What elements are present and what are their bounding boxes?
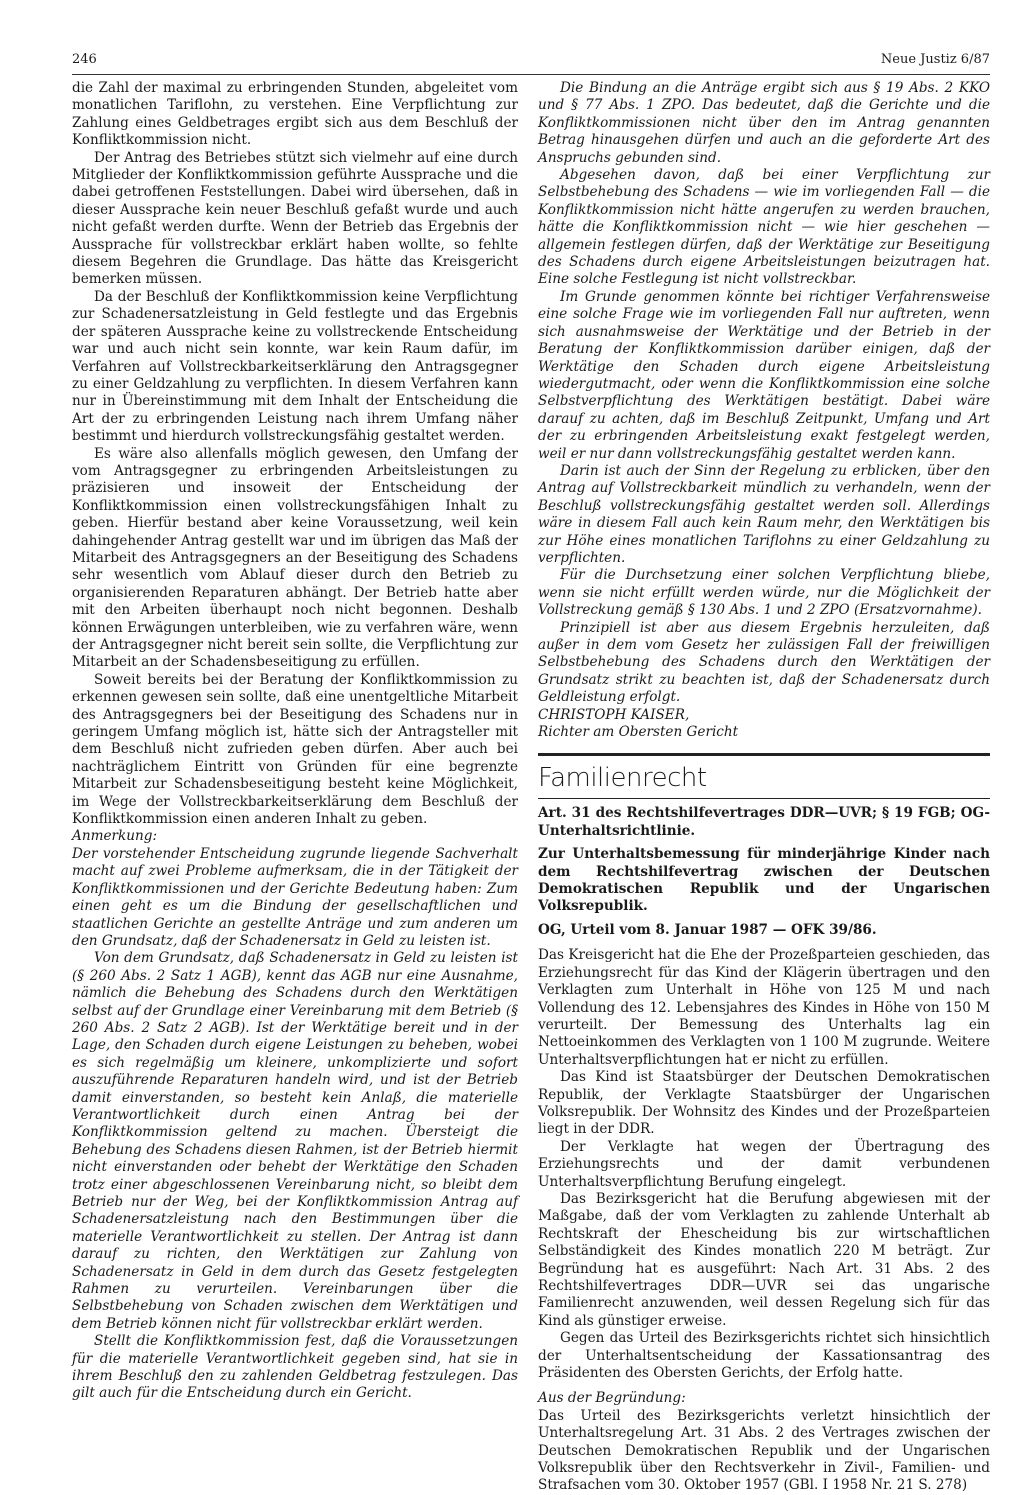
paragraph: Da der Beschluß der Konfliktkommission keine Verpflichtung zur Schadenersatzleistung in Geld festlegte und das Ergebnis der späteren Aussprache keine zu vollstreckende Entscheidung war und auch nicht sein konnte, war kein Raum dafür, im Verfahren auf Vollstreckbarkeitserklärung den Antragsgegner zu einer Geldzahlung zu verpflichten. In diesem Verfahren kann nur in Übereinstimmung mit dem Inhalt der Entscheidung die Art der zu erbringenden Leistung nach ihrem Umfang näher bestimmt und hierdurch vollstreckungsfähig gestaltet werden. xyxy=(72,288,518,445)
paragraph: Der Antrag des Betriebes stützt sich vielmehr auf eine durch Mitglieder der Konfliktkommission geführte Aussprache und die dabei getroffenen Feststellungen. Dabei wird übersehen, daß in dieser Aussprache kein neuer Beschluß gefaßt wurde und auch nicht gefaßt werden durfte. Wenn der Betrieb das Ergebnis der Aussprache für vollstreckbar erklärt haben wollte, so fehlte diesem Begehren die Grundlage. Das hätte das Kreisgericht bemerken müssen. xyxy=(72,149,518,288)
note-paragraph: Die Bindung an die Anträge ergibt sich aus § 19 Abs. 2 KKO und § 77 Abs. 1 ZPO. Das bedeutet, daß die Gerichte und die Konfliktkommissionen nicht über den im Antrag genannten Betrag hinausgehen dürfen und auch an die geforderte Art des Anspruchs gebunden sind. xyxy=(538,80,990,166)
reason-label: Aus der Begründung: xyxy=(538,1390,686,1407)
right-column xyxy=(538,80,990,1494)
left-column xyxy=(72,80,518,1409)
note-paragraph: Von dem Grundsatz, daß Schadenersatz in Geld zu leisten ist (§ 260 Abs. 2 Satz 1 AGB), kennt das AGB nur eine Ausnahme, nämlich die Behebung des Schadens durch den Werktätigen selbst auf der Grundlage einer Vereinbarung mit dem Betrieb (§ 260 Abs. 2 Satz 2 AGB). Ist der Werktätige bereit und in der Lage, den Schaden durch eigene Leistungen zu beheben, wobei es sich regelmäßig um kleinere, unkomplizierte und sofort auszuführende Reparaturen handeln wird, und ist der Betrieb damit einverstanden, so besteht kein Anlaß, die materielle Verantwortlichkeit durch einen Antrag bei der Konfliktkommission geltend zu machen. Übersteigt die Behebung des Schadens diesen Rahmen, ist der Betrieb hiermit nicht einverstanden oder behebt der Werktätige den Schaden trotz einer abgeschlossenen Vereinbarung nicht, so bleibt dem Betrieb nur der Weg, bei der Konfliktkommission Antrag auf Schadenersatzleistung nach den Bestimmungen über die materielle Verantwortlichkeit zu stellen. Der Antrag ist dann darauf zu richten, den Werktätigen zur Zahlung von Schadenersatz in Geld in dem durch das Gesetz festgelegten Rahmen zu verurteilen. Vereinbarungen über die Selbstbehebung von Schaden zwischen dem Werktätigen und dem Betrieb können nicht für vollstreckbar erklärt werden. xyxy=(72,950,518,1332)
note-paragraph: Abgesehen davon, daß bei einer Verpflichtung zur Selbstbehebung des Schadens — wie im vorliegenden Fall — die Konfliktkommission nicht hätte angerufen zu werden brauchen, hätte die Konfliktkommission nicht — wie hier geschehen — allgemein festlegen dürfen, daß der Werktätige zur Beseitigung des Schadens durch eigene Arbeitsleistungen beizutragen hat. Eine solche Festlegung ist nicht vollstreckbar. xyxy=(538,167,990,288)
page-header xyxy=(72,50,990,75)
page-number: 246 xyxy=(72,52,97,67)
author-name: CHRISTOPH KAISER, xyxy=(538,706,690,723)
section-heading: Familienrecht xyxy=(538,753,990,799)
note-paragraph: Stellt die Konfliktkommission fest, daß die Voraussetzungen für die materielle Verantwortlichkeit gegeben sind, hat sie in ihrem Beschluß den zu zahlenden Geldbetrag festzulegen. Das gilt auch für die Entscheidung durch ein Gericht. xyxy=(72,1333,518,1402)
paragraph: Das Kind ist Staatsbürger der Deutschen Demokratischen Republik, der Verklagte Staatsbürger der Ungarischen Volksrepublik. Der Wohnsitz des Kindes und der Prozeßparteien liegt in der DDR. xyxy=(538,1069,990,1138)
note-paragraph: Der vorstehender Entscheidung zugrunde liegende Sachverhalt macht auf zwei Probleme aufmerksam, die in der Tätigkeit der Konfliktkommissionen und der Gerichte Bedeutung haben: Zum einen geht es um die Bindung der gesellschaftlichen und staatlichen Gerichte an gestellte Anträge und zum anderen um den Grundsatz, daß der Schadenersatz in Geld zu leisten ist. xyxy=(72,845,518,949)
paragraph: die Zahl der maximal zu erbringenden Stunden, abgeleitet vom monatlichen Tariflohn, zu verstehen. Eine Verpflichtung zur Zahlung eines Geldbetrages ergibt sich aus dem Beschluß der Konfliktkommission nicht. xyxy=(72,80,518,149)
law-reference: Art. 31 des Rechtshilfevertrages DDR—UVR; § 19 FGB; OG-Unterhaltsrichtlinie. xyxy=(538,805,990,839)
headnote: Zur Unterhaltsbemessung für minderjährige Kinder nach dem Rechtshilfevertrag zwischen der Deutschen Demokratischen Republik und der Ungarischen Volksrepublik. xyxy=(538,846,990,915)
paragraph: Das Urteil des Bezirksgerichts verletzt hinsichtlich der Unterhaltsregelung Art. 31 Abs. 2 des Vertrages zwischen der Deutschen Demokratischen Republik und der Ungarischen Volksrepublik über den Rechtsverkehr in Zivil-, Familien- und Strafsachen vom 30. Oktober 1957 (GBl. I 1958 Nr. 21 S. 278) xyxy=(538,1407,990,1494)
paragraph: Gegen das Urteil des Bezirksgerichts richtet sich hinsichtlich der Unterhaltsentscheidung der Kassationsantrag des Präsidenten des Obersten Gerichts, der Erfolg hatte. xyxy=(538,1330,990,1382)
note-paragraph: Prinzipiell ist aber aus diesem Ergebnis herzuleiten, daß außer in dem vom Gesetz her zulässigen Fall der freiwilligen Selbstbehebung des Schadens durch den Werktätigen der Grundsatz strikt zu beachten ist, daß der Schadenersatz durch Geldleistung erfolgt. xyxy=(538,619,990,706)
note-paragraph: Im Grunde genommen könnte bei richtiger Verfahrensweise eine solche Frage wie im vorliegenden Fall nur auftreten, wenn sich ausnahmsweise der Werktätige und der Betrieb in der Beratung der Konfliktkommission darüber einigen, daß der Werktätige den Schaden durch eigene Arbeitsleistung wiedergutmacht, oder wenn die Konfliktkommission eine solche Selbstverpflichtung des Werktätigen bestätigt. Dabei wäre darauf zu achten, daß im Beschluß Zeitpunkt, Umfang und Art der zu erbringenden Arbeitsleistung exakt festgelegt werden, weil er nur dann vollstreckungsfähig gestaltet werden kann. xyxy=(538,288,990,462)
note-label: Anmerkung: xyxy=(72,828,158,845)
paragraph: Das Bezirksgericht hat die Berufung abgewiesen mit der Maßgabe, daß der vom Verklagten zu zahlende Unterhalt ab Rechtskraft der Ehescheidung bis zur wirtschaftlichen Selbständigkeit des Kindes monatlich 220 M beträgt. Zur Begründung hat es ausgeführt: Nach Art. 31 Abs. 2 des Rechtshilfevertrages DDR—UVR sei das ungarische Familienrecht anzuwenden, weil dessen Regelung sich für das Kind als günstiger erweise. xyxy=(538,1190,990,1329)
journal-issue: Neue Justiz 6/87 xyxy=(880,52,990,67)
paragraph: Es wäre also allenfalls möglich gewesen, den Umfang der vom Antragsgegner zu erbringenden Arbeitsleistungen zu präzisieren und insoweit der Entscheidung der Konfliktkommission einen vollstreckungsfähigen Inhalt zu geben. Hierfür bestand aber keine Voraussetzung, weil kein dahingehender Antrag gestellt war und im übrigen das Maß der Mitarbeit des Antragsgegners an der Beseitigung des Schadens sehr wesentlich vom Ablauf dieser durch den Betrieb zu organisierenden Reparaturen abhängt. Der Betrieb hatte aber mit den Arbeiten überhaupt noch nicht begonnen. Deshalb können Erwägungen unterbleiben, wie zu verfahren wäre, wenn der Antragsgegner nicht bereit sein sollte, die Verpflichtung zur Mitarbeit an der Schadensbeseitigung zu erfüllen. xyxy=(72,445,518,671)
author-title: Richter am Obersten Gericht xyxy=(538,724,739,741)
paragraph: Das Kreisgericht hat die Ehe der Prozeßparteien geschieden, das Erziehungsrecht für das Kind der Klägerin übertragen und den Verklagten zum Unterhalt in Höhe von 125 M und nach Vollendung des 12. Lebensjahres des Kindes in Höhe von 150 M verurteilt. Der Bemessung des Unterhalts lag ein Nettoeinkommen des Verklagten von 1 100 M zugrunde. Weitere Unterhaltsverpflichtungen hat er nicht zu erfüllen. xyxy=(538,947,990,1068)
note-paragraph: Für die Durchsetzung einer solchen Verpflichtung bliebe, wenn sie nicht erfüllt werden würde, nur die Möglichkeit der Vollstreckung gemäß § 130 Abs. 1 und 2 ZPO (Ersatzvornahme). xyxy=(538,567,990,619)
paragraph: Soweit bereits bei der Beratung der Konfliktkommission zu erkennen gewesen sein sollte, daß eine unentgeltliche Mitarbeit des Antragsgegners bei der Beseitigung des Schadens nur in geringem Umfang möglich ist, hätte sich der Antragsteller mit dem Beschluß nicht zufrieden geben dürfen. Aber auch bei nachträglichem Eintritt von Gründen für eine begrenzte Mitarbeit zur Schadensbeseitigung besteht keine Möglichkeit, im Wege der Vollstreckbarkeitserklärung dem Beschluß der Konfliktkommission einen anderen Inhalt zu geben. xyxy=(72,671,518,828)
court-decision: OG, Urteil vom 8. Januar 1987 — OFK 39/86. xyxy=(538,921,877,938)
paragraph: Der Verklagte hat wegen der Übertragung des Erziehungsrechts und der damit verbundenen Unterhaltsverpflichtung Berufung eingelegt. xyxy=(538,1138,990,1190)
note-paragraph: Darin ist auch der Sinn der Regelung zu erblicken, über den Antrag auf Vollstreckbarkeit mündlich zu verhandeln, wenn der Beschluß vollstreckungsfähig gestaltet werden soll. Allerdings wäre in diesem Fall auch kein Raum mehr, den Werktätigen bis zur Höhe eines monatlichen Tariflohns zu einer Geldzahlung zu verpflichten. xyxy=(538,462,990,566)
